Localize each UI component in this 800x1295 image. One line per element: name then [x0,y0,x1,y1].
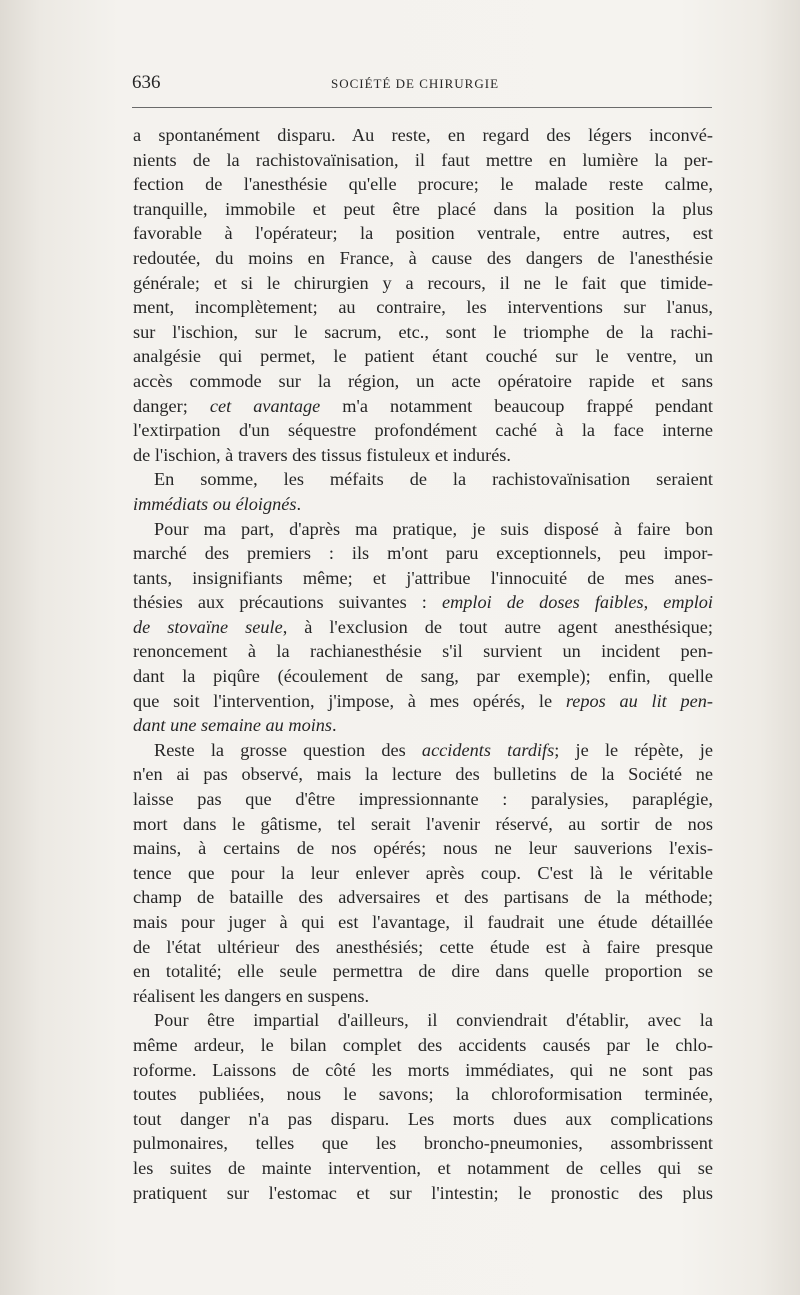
text-segment: toutes publiées, nous le savons; la chloroformisation terminée, [133,1084,713,1105]
text-line [133,615,713,640]
text-segment: générale; et si le chirurgien y a recours, il ne le fait que timide- [133,272,713,293]
text-segment: a spontanément disparu. Au reste, en regard des légers inconvé- [133,125,713,145]
text-segment: dant la piqûre (écoulement de sang, par exemple); enfin, quelle [133,666,713,687]
text-segment: tence que pour la leur enlever après coup. C'est là le véritable [133,862,713,883]
text-segment: l'extirpation d'un séquestre profondément caché à la face interne [133,420,713,441]
text-segment: . [296,493,302,514]
text-segment: ; je le répète, je [554,739,713,760]
text-segment: danger; [133,395,210,416]
text-segment: roforme. Laissons de côté les morts immédiates, qui ne sont pas [133,1059,713,1080]
text-line [133,1107,713,1132]
text-line [133,836,713,861]
text-segment: Pour être impartial d'ailleurs, il conviendrait d'établir, avec la [154,1010,713,1031]
text-line [133,148,713,173]
text-line [133,172,713,197]
text-line [133,1082,713,1107]
text-segment: en totalité; elle seule permettra de dire dans quelle proportion se [133,961,713,982]
text-segment: . [332,715,337,736]
text-line [133,959,713,984]
italic-text: cet avantage [209,395,321,416]
italic-text: repos au lit pen- [565,690,713,711]
text-segment: réalisent les dangers en suspens. [133,985,370,1006]
text-segment: de l'état ultérieur des anesthésiés; cette étude est à faire presque [133,936,713,957]
text-segment: ment, incomplètement; au contraire, les interventions sur l'anus, [133,297,713,318]
text-line [133,885,713,910]
text-line [133,762,713,787]
text-segment: thésies aux précautions suivantes : [133,592,442,613]
text-segment: tranquille, immobile et peut être placé dans la position la plus [133,198,713,219]
text-segment: Reste la grosse question des [154,739,422,760]
text-line [133,467,713,492]
text-line [133,664,713,689]
text-segment: , à l'exclusion de tout autre agent anesthésique; [282,616,713,637]
text-line [133,369,713,394]
text-line [133,394,713,419]
text-line [133,492,713,517]
text-line [133,935,713,960]
text-segment: favorable à l'opérateur; la position ventrale, entre autres, est [133,223,713,244]
text-segment: même ardeur, le bilan complet des accidents causés par le chlo- [133,1034,713,1055]
page-number: 636 [132,72,161,93]
text-line [133,221,713,246]
text-line [133,320,713,345]
text-line [133,590,713,615]
text-segment: analgésie qui permet, le patient étant couché sur le ventre, un [133,346,713,367]
text-segment: tants, insignifiants même; et j'attribue l'innocuité de mes anes- [133,567,713,588]
text-line [133,861,713,886]
text-line [133,344,713,369]
text-line [133,1033,713,1058]
text-line [133,910,713,935]
text-line [133,1181,713,1206]
text-line [133,443,713,468]
text-line [133,1156,713,1181]
text-segment: n'en ai pas observé, mais la lecture des bulletins de la Société ne [133,764,713,785]
text-segment: marché des premiers : ils m'ont paru exceptionnels, peu impor- [133,543,713,564]
text-line [133,1058,713,1083]
text-segment: nients de la rachistovaïnisation, il faut mettre en lumière la per- [133,149,713,170]
text-segment: tout danger n'a pas disparu. Les morts dues aux complications [133,1108,713,1129]
text-line [133,123,713,148]
text-line [133,517,713,542]
italic-text: de stovaïne seule [133,616,283,637]
header-rule [132,107,712,108]
text-segment: En somme, les méfaits de la rachistovaïnisation seraient [154,469,713,490]
text-segment: pulmonaires, telles que les broncho-pneumonies, assombrissent [133,1133,713,1154]
text-line [133,689,713,714]
text-segment: que soit l'intervention, j'impose, à mes opérés, le [133,690,566,711]
italic-text: emploi [663,592,714,613]
text-line [133,541,713,566]
text-line [133,787,713,812]
italic-text: dant une semaine au moins [133,715,333,736]
text-line [133,566,713,591]
text-line [133,738,713,763]
text-segment: , [643,592,664,613]
text-segment: pratiquent sur l'estomac et sur l'intestin; le pronostic des plus [133,1182,713,1203]
text-line [133,1131,713,1156]
text-segment: mais pour juger à qui est l'avantage, il faudrait une étude détaillée [133,912,713,932]
running-title: SOCIÉTÉ DE CHIRURGIE [330,76,500,91]
text-line [133,271,713,296]
italic-text: immédiats ou éloignés [133,493,297,514]
text-line [133,1008,713,1033]
text-line [133,418,713,443]
text-segment: accès commode sur la région, un acte opératoire rapide et sans [133,370,713,391]
text-segment: de l'ischion, à travers des tissus fistuleux et indurés. [133,444,511,465]
text-line [133,713,713,738]
text-segment: champ de bataille des adversaires et des partisans de la méthode; [133,887,713,908]
text-line [133,812,713,837]
text-segment: sur l'ischion, sur le sacrum, etc., sont le triomphe de la rachi- [133,321,713,342]
text-segment: renoncement à la rachianesthésie s'il survient un incident pen- [133,641,713,662]
text-segment: mains, à certains de nos opérés; nous ne leur sauverions l'exis- [133,838,713,859]
text-line [133,639,713,664]
text-segment: m'a notamment beaucoup frappé pendant [320,395,713,416]
italic-text: emploi de doses faibles [441,592,644,613]
body-text [133,123,713,1205]
text-line [133,197,713,222]
text-segment: Pour ma part, d'après ma pratique, je suis disposé à faire bon [154,518,713,539]
text-line [133,295,713,320]
text-segment: fection de l'anesthésie qu'elle procure; le malade reste calme, [133,174,713,195]
text-segment: redoutée, du moins en France, à cause des dangers de l'anesthésie [133,247,713,268]
text-segment: laisse pas que d'être impressionnante : paralysies, paraplégie, [133,789,713,810]
text-line [133,984,713,1009]
text-segment: mort dans le gâtisme, tel serait l'avenir réservé, au sortir de nos [133,813,713,834]
italic-text: accidents tardifs [421,739,555,760]
text-line [133,246,713,271]
text-segment: les suites de mainte intervention, et notamment de celles qui se [133,1157,713,1178]
